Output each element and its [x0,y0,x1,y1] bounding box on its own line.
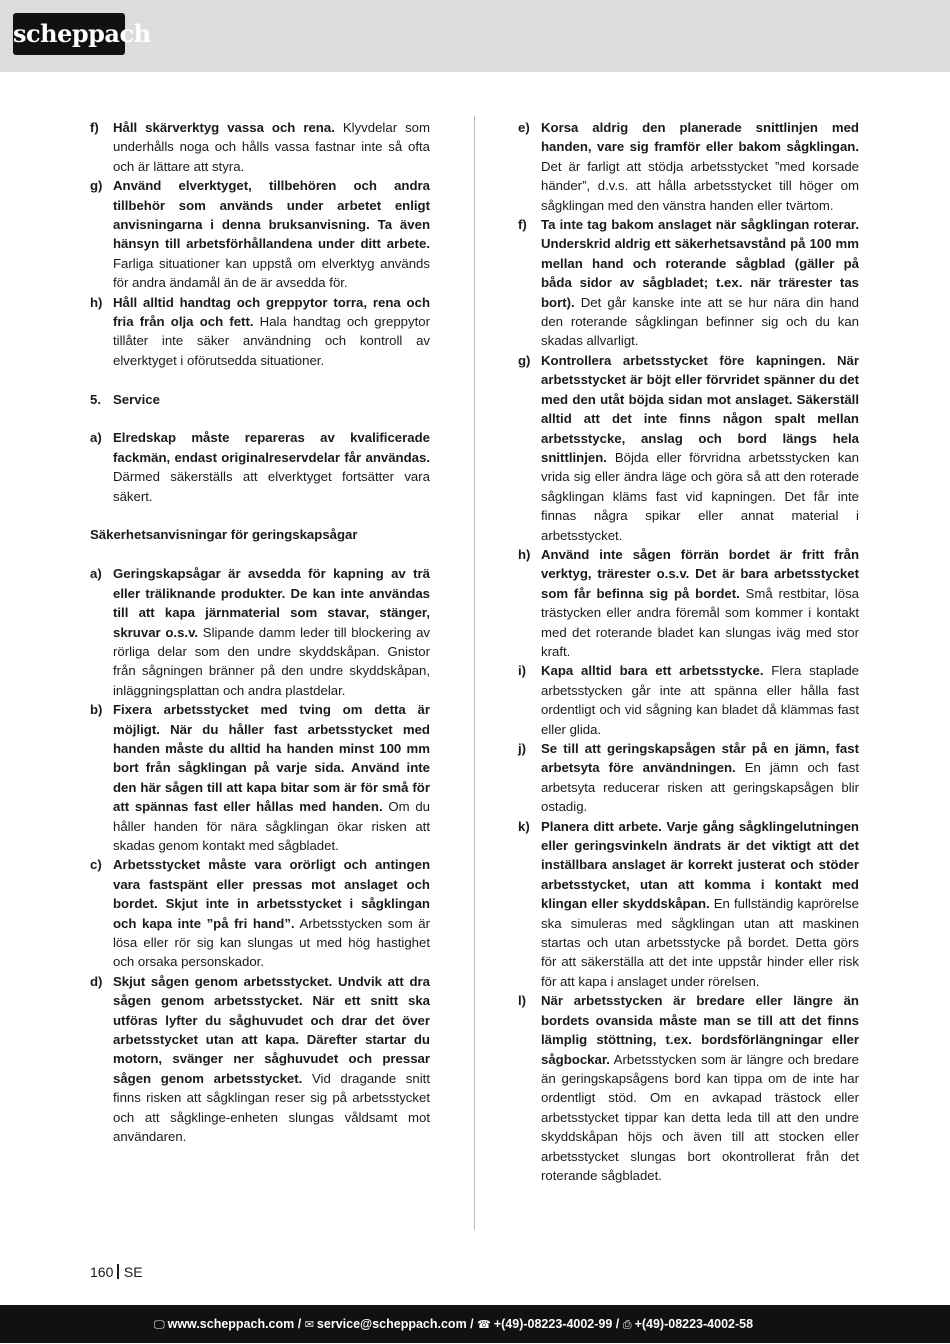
item-bold-text: Håll alltid handtag och greppytor torra, rena och fria från olja och fett. [113,294,430,330]
item-bold-text: Håll skärverktyg vassa och rena. [113,120,335,135]
section-heading-service [90,390,430,409]
section-title: Service [113,391,160,407]
item-text: Det är farligt att stödja arbetsstycket ”med korsade händer”, d.v.s. att hålla arbetsstycket till höger om sågklingan med den vänstra handen eller tvärtom. [541,158,859,213]
list-item [90,118,430,176]
item-label: g) [518,352,531,368]
footer-phone: +(49)-08223-4002-99 / [493,1317,620,1331]
item-bold-text: Arbetsstycket måste vara orörligt och antingen vara fastspänt eller pressas mot anslaget och bordet. Skjut inte in arbetsstycket i sågklingan och kapa inte ”på fri hand”. [113,857,430,931]
right-column [518,118,859,1185]
item-label: e) [518,120,530,135]
section-number: 5. [90,391,101,407]
item-label: a) [90,566,102,582]
item-text: Slipande damm leder till blockering av rörliga delar som den undre skyddskåpan. Gnistor från sågningen bränner på den undre skyddskåpan, inläggningsplattan och andra plastdelar. [113,624,431,698]
item-bold-text: Skjut sågen genom arbetsstycket. Undvik att dra sågen genom arbetsstycket. När ett snitt ska utföras lyfter du såghuvudet och drar det över arbetsstycket utan att kapa. Därefter startar du motorn, svänger ner såghuvudet och pressar sågen genom arbetsstycket. [113,973,430,1086]
item-bold-text: Planera ditt arbete. Varje gång sågklingelutningen eller geringsvinkeln ändrats är det viktigt att det inställbara anslaget är korrekt justerat och stöder arbetsstycket, utan att komma i kontakt med klingan eller skyddskåpan. [541,818,859,912]
page-header [0,0,950,72]
list-item [90,855,430,971]
item-text: Därmed säkerställs att elverktyget fortsätter vara säkert. [113,469,430,504]
list-item [518,817,859,992]
item-text: Böjda eller förvridna arbetsstycken kan vrida sig eller ändra läge och göra så att den roterade sågklingan kläms fast vid kapningen. Det får inte finnas några spikar eller annat material i arbetsstycket. [541,449,859,543]
item-bold-text: Fixera arbetsstycket med tving om detta är möjligt. När du håller fast arbetsstycket med handen måste du alltid ha handen minst 100 mm bort från sågklingan på varje sida. Använd inte den här sågen till att kapa bitar som är för små för att spännas fast eller hållas med handen. [113,702,430,815]
list-item [518,351,859,545]
item-label: f) [518,217,527,233]
list-item [518,215,859,351]
item-text: Flera staplade arbetsstycken går inte att spänna eller hålla fast ordentligt och vid sågning kan bladet då klämmas fast eller glida. [541,663,859,737]
item-bold-text: Kontrollera arbetsstycket före kapningen. När arbetsstycket är böjt eller förvridet spänner du det med den utåt böjda sidan mot anslaget. Säkerställ alltid att det inte finns någon spalt mellan arbetsstycke, anslag och bord längs hela snittlinjen. [541,352,859,465]
item-bold-text: Elredskap måste repareras av kvalificerade fackmän, endast originalreservdelar får användas. [113,430,430,465]
item-bold-text: Använd inte sågen förrän bordet är fritt från verktyg, trärester o.s.v. Det är bara arbetsstycket som får befinna sig på bordet. [541,546,859,601]
item-label: i) [518,663,527,679]
list-item [90,428,430,506]
item-bold-text: Kapa alltid bara ett arbetsstycke. [541,663,764,679]
item-label: c) [90,857,102,873]
safety-heading: Säkerhetsanvisningar för geringskapsågar [90,527,358,543]
item-label: j) [518,741,527,756]
item-text: Vid dragande snitt finns risken att sågklingan reser sig på arbetsstycket och att sågklinge-enheten slungas våldsamt mot användaren. [113,1070,430,1145]
phone-icon: ☎ [477,1319,491,1331]
item-label: a) [90,430,102,446]
list-item [518,661,859,739]
item-label: g) [90,178,103,194]
fax-icon: ⎙ [622,1319,632,1331]
footer-fax: +(49)-08223-4002-58 [634,1317,754,1331]
page-number-value: 160 [90,1264,114,1280]
item-text: Farliga situationer kan uppstå om elverktyg används för andra ändamål än de är avsedda för. [113,255,430,291]
list-item [90,972,430,1147]
list-item [90,564,430,700]
list-item [518,545,859,661]
item-bold-text: Använd elverktyget, tillbehören och andra tillbehör som används under arbetet enligt anvisningarna i denna bruksanvisning. Ta även hänsyn till arbetsförhållandena under ditt arbete. [113,178,430,252]
item-text: Arbetsstycken som är lösa eller rör sig kan slungas ut med hög hastighet och orsaka personskador. [113,915,430,970]
email-icon: ✉ [304,1319,314,1331]
list-item [90,700,430,855]
list-item [90,176,430,292]
list-item [518,739,859,817]
item-text: Det går kanske inte att se hur nära din hand den roterande sågklingan befinner sig och du kan skadas allvarligt. [541,294,859,349]
list-item [518,991,859,1185]
item-text: En jämn och fast arbetsyta reducerar risken att geringskapsågen blir ostadig. [541,760,860,815]
scheppach-logo: scheppach [13,13,125,55]
item-label: f) [90,120,99,135]
item-text: Små restbitar, lösa trästycken eller andra föremål som kommer i kontakt med det roterande bladet kan slungas iväg med stor kraft. [541,585,859,659]
item-text: Arbetsstycken som är längre och bredare än geringskapsågens bord kan tippa om de inte har ordentligt stöd. Om en avkapad trästock eller arbetsstycket tippar kan detta leda till att den undre skyddskåpan höjs och även till att stocken eller arbetsstycket slungas bort okontrollerat från det roterande sågbladet. [541,1051,859,1183]
item-label: l) [518,993,527,1009]
item-label: b) [90,702,103,718]
page-language: SE [123,1264,143,1280]
item-label: h) [90,294,103,310]
list-item [90,293,430,371]
item-label: d) [90,973,103,989]
item-bold-text: Geringskapsågar är avsedda för kapning av trä eller träliknande produkter. De kan inte användas till att kapa järnmaterial som stavar, stänger, skruvar o.s.v. [113,566,430,640]
item-label: k) [518,818,530,834]
footer-web-link[interactable]: www.scheppach.com / [167,1317,302,1331]
item-text: En fullständig kaprörelse ska simuleras med sågklingan utan att maskinen startas och utan arbetsstycke på bordet. Detta görs för att säkerställa att det inte uppstår hinder eller risk för att kapa i anslaget under rörelsen. [541,896,859,989]
item-bold-text: Ta inte tag bakom anslaget när sågklingan roterar. Underskrid aldrig ett säkerhetsavstånd på 100 mm mellan hand och roterande sågblad (gäller på båda sidor av sågbladet; t.ex. när trärester tas bort). [541,217,859,310]
item-label: h) [518,546,531,562]
page-number-separator [117,1264,119,1279]
item-bold-text: Korsa aldrig den planerade snittlinjen med handen, vare sig framför eller bakom sågklingan. [541,120,859,155]
footer-email-link[interactable]: service@scheppach.com / [316,1317,474,1331]
monitor-icon: 🖵 [154,1319,165,1331]
list-item [518,118,859,215]
item-bold-text: Se till att geringskapsågen står på en jämn, fast arbetsyta före användningen. [541,741,859,776]
left-column [90,118,430,1146]
page-footer [0,1305,950,1343]
page-number [90,1264,143,1280]
item-text: Hala handtag och greppytor tillåter inte säker användning och kontroll av elverktyget i oförutsedda situationer. [113,314,430,368]
item-text: Klyvdelar som underhålls noga och hålls vassa fastnar inte så ofta och är lättare att styra. [113,120,430,174]
column-divider [474,116,475,1230]
item-bold-text: När arbetsstycken är bredare eller längre än bordets ovansida måste man se till att det finns lämplig stöttning, t.ex. bordsförlängningar eller sågbockar. [541,993,859,1067]
item-text: Om du håller handen för nära sågklingan ökar risken att skadas genom kontakt med sågbladet. [113,799,430,853]
